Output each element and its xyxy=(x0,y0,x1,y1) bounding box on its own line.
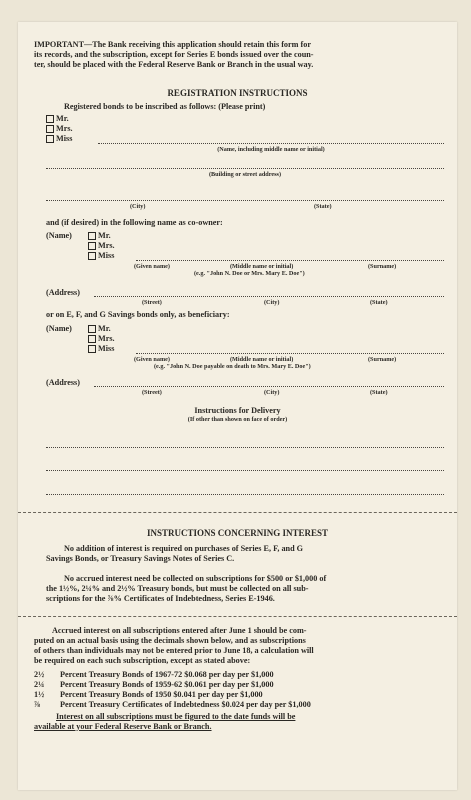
interest-p1-line-2: Savings Bonds, or Treasury Savings Notes of Series C. xyxy=(46,554,235,563)
rate-row xyxy=(34,670,450,680)
miss-label: Miss xyxy=(56,134,73,143)
state-caption: (State) xyxy=(314,203,332,210)
section-divider-2 xyxy=(18,616,457,617)
rate-text: Percent Treasury Bonds of 1950 $0.041 per day per $1,000 xyxy=(60,690,263,699)
beneficiary-surname-caption: (Surname) xyxy=(368,356,397,363)
coowner-example: (e.g. "John N. Doe or Mrs. Mary E. Doe") xyxy=(194,270,305,277)
city-state-line[interactable] xyxy=(46,200,444,201)
accrued-line-3: of others than individuals may not be entered prior to June 18, a calculation will xyxy=(34,646,314,655)
rate-row xyxy=(34,680,450,690)
coowner-mrs-checkbox[interactable] xyxy=(88,242,96,250)
final-note-line-1: Interest on all subscriptions must be figured to the date funds will be xyxy=(56,712,296,721)
coowner-mr-label: Mr. xyxy=(98,231,111,240)
coowner-name-label: (Name) xyxy=(46,231,72,240)
rate-fraction: 1½ xyxy=(34,690,45,699)
important-line-2: its records, and the subscription, except for Series E bonds issued over the coun- xyxy=(34,50,314,59)
important-line-3: ter, should be placed with the Federal Reserve Bank or Branch in the usual way. xyxy=(34,60,314,69)
coowner-miss-label: Miss xyxy=(98,251,115,260)
interest-paragraph-1 xyxy=(46,544,446,564)
rate-fraction: 2¼ xyxy=(34,680,45,689)
beneficiary-street-caption: (Street) xyxy=(142,389,162,396)
rate-text: Percent Treasury Bonds of 1967-72 $0.068 per day per $1,000 xyxy=(60,670,274,679)
beneficiary-given-caption: (Given name) xyxy=(134,356,170,363)
rate-row xyxy=(34,690,450,700)
coowner-address-line[interactable] xyxy=(94,296,444,297)
delivery-subheading: (If other than shown on face of order) xyxy=(187,416,288,423)
interest-p2-line-2: the 1½%, 2¼% and 2½% Treasury bonds, but must be collected on all sub- xyxy=(46,584,309,593)
registration-intro: Registered bonds to be inscribed as follows: (Please print) xyxy=(64,102,266,111)
beneficiary-mrs-label: Mrs. xyxy=(98,334,115,343)
coowner-miss-checkbox[interactable] xyxy=(88,252,96,260)
coowner-address-label: (Address) xyxy=(46,288,80,297)
final-note-line-2: available at your Federal Reserve Bank or Branch. xyxy=(34,722,212,731)
beneficiary-state-caption: (State) xyxy=(370,389,388,396)
coowner-city-caption: (City) xyxy=(264,299,280,306)
interest-p1-line-1: No addition of interest is required on purchases of Series E, F, and G xyxy=(64,544,304,553)
interest-p2-line-1: No accrued interest need be collected on subscriptions for $500 or $1,000 of xyxy=(64,574,327,583)
accrued-final-note xyxy=(34,712,450,732)
accrued-line-4: be required on each such subscription, except as stated above: xyxy=(34,656,251,665)
beneficiary-mr-label: Mr. xyxy=(98,324,111,333)
interest-heading: INSTRUCTIONS CONCERNING INTEREST xyxy=(146,528,329,538)
coowner-state-caption: (State) xyxy=(370,299,388,306)
section-divider-1 xyxy=(18,512,457,513)
beneficiary-title-options xyxy=(88,324,115,354)
rate-list xyxy=(34,670,450,710)
beneficiary-address-label: (Address) xyxy=(46,378,80,387)
name-caption: (Name, including middle name or initial) xyxy=(217,146,325,153)
beneficiary-name-label: (Name) xyxy=(46,324,72,333)
registration-heading: REGISTRATION INSTRUCTIONS xyxy=(167,88,308,98)
coowner-mrs-label: Mrs. xyxy=(98,241,115,250)
rate-row xyxy=(34,700,450,710)
interest-paragraph-2 xyxy=(46,574,450,604)
beneficiary-address-line[interactable] xyxy=(94,386,444,387)
beneficiary-city-caption: (City) xyxy=(264,389,280,396)
rate-text: Percent Treasury Bonds of 1959-62 $0.061 per day per $1,000 xyxy=(60,680,274,689)
mr-label: Mr. xyxy=(56,114,69,123)
interest-p2-line-3: scriptions for the ⅞% Certificates of Indebtedness, Series E-1946. xyxy=(46,594,275,603)
miss-checkbox[interactable] xyxy=(46,135,54,143)
coowner-title-options xyxy=(88,231,115,261)
beneficiary-miss-checkbox[interactable] xyxy=(88,345,96,353)
coowner-given-caption: (Given name) xyxy=(134,263,170,270)
building-caption: (Building or street address) xyxy=(208,171,282,178)
delivery-line-1[interactable] xyxy=(46,447,444,448)
coowner-heading: and (if desired) in the following name as co-owner: xyxy=(46,218,223,227)
beneficiary-miss-label: Miss xyxy=(98,344,115,353)
beneficiary-heading: or on E, F, and G Savings bonds only, as beneficiary: xyxy=(46,310,230,319)
accrued-line-1: Accrued interest on all subscriptions entered after June 1 should be com- xyxy=(52,626,307,635)
important-notice xyxy=(34,40,444,70)
beneficiary-mrs-checkbox[interactable] xyxy=(88,335,96,343)
coowner-name-line[interactable] xyxy=(136,260,444,261)
coowner-middle-caption: (Middle name or initial) xyxy=(230,263,294,270)
rate-fraction: ⅞ xyxy=(34,700,41,709)
registration-title-options xyxy=(46,114,73,144)
beneficiary-name-line[interactable] xyxy=(136,353,444,354)
coowner-street-caption: (Street) xyxy=(142,299,162,306)
accrued-paragraph xyxy=(34,626,450,666)
rate-text: Percent Treasury Certificates of Indebtedness $0.024 per day per $1,000 xyxy=(60,700,311,709)
beneficiary-middle-caption: (Middle name or initial) xyxy=(230,356,294,363)
mrs-checkbox[interactable] xyxy=(46,125,54,133)
beneficiary-example: (e.g. "John N. Doe payable on death to Mrs. Mary E. Doe") xyxy=(154,363,311,370)
registrant-name-line[interactable] xyxy=(98,143,444,144)
delivery-line-3[interactable] xyxy=(46,494,444,495)
coowner-mr-checkbox[interactable] xyxy=(88,232,96,240)
delivery-heading: Instructions for Delivery xyxy=(194,406,281,415)
accrued-line-2: puted on an actual basis using the decimals shown below, and as subscriptions xyxy=(34,636,306,645)
street-address-line[interactable] xyxy=(46,168,444,169)
coowner-surname-caption: (Surname) xyxy=(368,263,397,270)
mrs-label: Mrs. xyxy=(56,124,73,133)
important-line-1: IMPORTANT—The Bank receiving this application should retain this form for xyxy=(34,40,311,49)
mr-checkbox[interactable] xyxy=(46,115,54,123)
beneficiary-mr-checkbox[interactable] xyxy=(88,325,96,333)
application-form-page xyxy=(18,22,457,790)
delivery-line-2[interactable] xyxy=(46,470,444,471)
city-caption: (City) xyxy=(130,203,146,210)
rate-fraction: 2½ xyxy=(34,670,45,679)
